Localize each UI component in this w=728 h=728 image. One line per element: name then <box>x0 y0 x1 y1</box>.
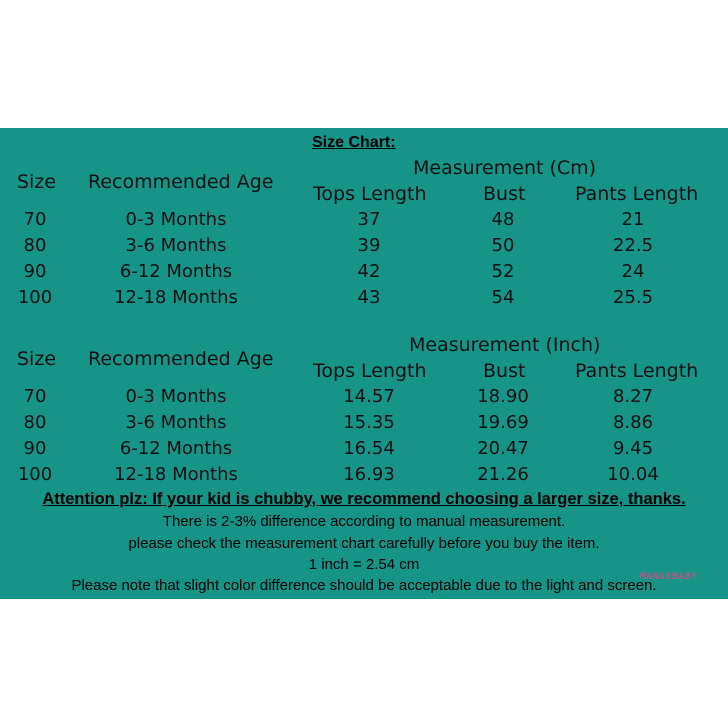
table-cell: 15.35 <box>343 412 395 433</box>
table-cell: 90 <box>23 438 47 459</box>
table-cell: 16.93 <box>343 464 395 485</box>
table-cell: 100 <box>17 464 53 485</box>
table-cell: 3-6 Months <box>125 412 227 433</box>
table-cell: 12-18 Months <box>114 287 238 308</box>
table-cell: 6-12 Months <box>119 438 233 459</box>
table-cell: 70 <box>23 386 47 407</box>
col-pants-header: Pants Length <box>575 183 699 205</box>
table-cell: 100 <box>17 287 53 308</box>
table-cell: 10.04 <box>607 464 659 485</box>
col-age-header: Recommended Age <box>88 171 274 193</box>
col-bust-header: Bust <box>483 360 526 382</box>
table-cell: 21 <box>621 209 645 230</box>
size-chart-title: Size Chart: <box>312 134 396 151</box>
note-check-chart: please check the measurement chart carefully before you buy the item. <box>128 535 600 552</box>
table-cell: 39 <box>357 235 381 256</box>
inch-measurement-header: Measurement (Inch) <box>409 334 601 356</box>
col-size-header: Size <box>17 171 57 193</box>
table-cell: 37 <box>357 209 381 230</box>
col-pants-header: Pants Length <box>575 360 699 382</box>
col-size-header: Size <box>17 348 57 370</box>
table-cell: 3-6 Months <box>125 235 227 256</box>
table-cell: 80 <box>23 412 47 433</box>
note-measurement-difference: There is 2-3% difference according to manual measurement. <box>162 513 566 530</box>
table-cell: 12-18 Months <box>114 464 238 485</box>
table-cell: 48 <box>491 209 515 230</box>
attention-note: Attention plz: If your kid is chubby, we recommend choosing a larger size, thanks. <box>42 490 686 508</box>
table-cell: 8.27 <box>612 386 654 407</box>
col-age-header: Recommended Age <box>88 348 274 370</box>
table-cell: 0-3 Months <box>125 386 227 407</box>
table-cell: 20.47 <box>477 438 529 459</box>
col-tops-header: Tops Length <box>313 183 427 205</box>
note-color-difference: Please note that slight color difference should be acceptable due to the light and screen. <box>71 577 657 594</box>
table-cell: 21.26 <box>477 464 529 485</box>
table-cell: 8.86 <box>612 412 654 433</box>
table-cell: 22.5 <box>612 235 654 256</box>
table-cell: 9.45 <box>612 438 654 459</box>
table-cell: 14.57 <box>343 386 395 407</box>
table-cell: 24 <box>621 261 645 282</box>
table-cell: 90 <box>23 261 47 282</box>
col-tops-header: Tops Length <box>313 360 427 382</box>
table-cell: 42 <box>357 261 381 282</box>
table-cell: 6-12 Months <box>119 261 233 282</box>
note-inch-conversion: 1 inch = 2.54 cm <box>308 556 420 573</box>
cm-measurement-header: Measurement (Cm) <box>413 157 597 179</box>
table-cell: 19.69 <box>477 412 529 433</box>
table-cell: 18.90 <box>477 386 529 407</box>
table-cell: 52 <box>491 261 515 282</box>
table-cell: 80 <box>23 235 47 256</box>
table-cell: 50 <box>491 235 515 256</box>
col-bust-header: Bust <box>483 183 526 205</box>
table-cell: 25.5 <box>612 287 654 308</box>
table-cell: 70 <box>23 209 47 230</box>
table-cell: 16.54 <box>343 438 395 459</box>
watermark-logo: MANGOBABY <box>640 572 698 582</box>
table-cell: 54 <box>491 287 515 308</box>
table-cell: 0-3 Months <box>125 209 227 230</box>
table-cell: 43 <box>357 287 381 308</box>
